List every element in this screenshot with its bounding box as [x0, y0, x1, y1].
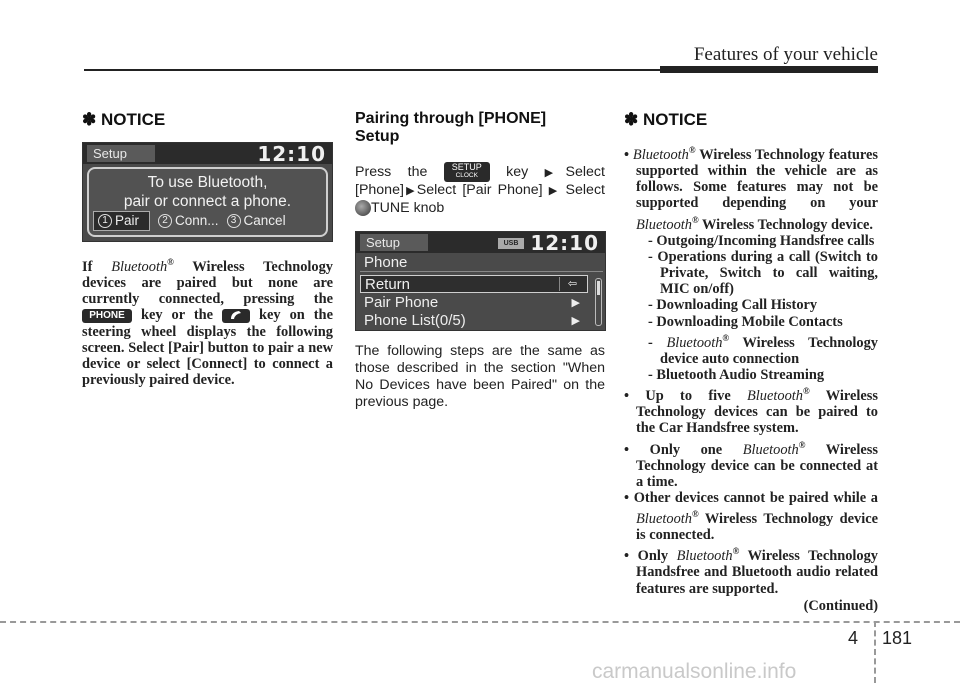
- column-middle: [355, 110, 605, 411]
- usb-icon: USB: [498, 238, 524, 249]
- header-rule-accent: [660, 66, 878, 73]
- page-number: 181: [882, 628, 913, 648]
- scrollbar-thumb[interactable]: [597, 281, 600, 295]
- registered-mark: ®: [732, 546, 740, 557]
- pair-button[interactable]: [93, 211, 150, 231]
- list-item: [648, 330, 878, 367]
- text: Wireless Technology device auto connection: [660, 334, 879, 367]
- registered-mark: ®: [798, 439, 806, 450]
- popup-buttons: [93, 211, 322, 231]
- instructions: [355, 162, 605, 217]
- pair-button-label: Pair: [115, 213, 140, 228]
- text-key: key: [506, 163, 529, 180]
- popup-message-line1: To use Bluetooth,: [147, 174, 268, 191]
- triangle-icon: ▶: [548, 185, 560, 197]
- text-select-knob: Select: [565, 182, 605, 198]
- return-arrow-icon: ⇦: [559, 277, 585, 291]
- section-heading-line1: Pairing through [PHONE]: [355, 110, 547, 127]
- scrollbar[interactable]: [595, 278, 602, 326]
- popup-message-line2: pair or connect a phone.: [123, 193, 292, 210]
- text-select-phone: Select [Phone]: [355, 163, 605, 198]
- text: Wireless Technology Handsfree and Bluetooth audio related features are supported.: [636, 548, 878, 597]
- cancel-button-label: Cancel: [243, 213, 286, 228]
- column-right: [624, 110, 878, 614]
- text-press: Press the: [355, 163, 428, 180]
- menu-item-label: Phone List(0/5): [364, 312, 466, 329]
- list-item: - Bluetooth Audio Streaming: [648, 367, 825, 384]
- running-header: Features of your vehicle: [693, 44, 878, 65]
- number-1-icon: 1: [98, 214, 112, 228]
- phone-key-icon: PHONE: [82, 309, 132, 323]
- text: Only one: [649, 441, 743, 458]
- text: Wireless Technology devices can be paired to the Car Handsfree system.: [636, 388, 878, 437]
- chevron-right-icon: ▶: [571, 315, 580, 327]
- list-item: • Bluetooth® Wireless Technology features supported within the vehicle are as follows. Some features may not be supported depending on your Bluetooth® Wireless Technology device. - Outgoing/Incoming Handsfree calls - Operations during a call (Switch to Private, Switch to call waiting, MIC on/off) - Downloading Call History - Downloading Mobile Contacts - Bluetooth® Wireless Technology device auto connection - Bluetooth Audio Streaming: [624, 145, 879, 384]
- watermark: carmanualsonline.info: [592, 660, 797, 683]
- text: -: [648, 334, 667, 351]
- registered-mark: ®: [722, 332, 730, 343]
- setup-key-bottom: CLOCK: [455, 172, 478, 179]
- notice-heading: ✽ NOTICE: [624, 110, 708, 129]
- notice-heading: ✽ NOTICE: [82, 110, 166, 129]
- number-2-icon: 2: [158, 214, 172, 228]
- bluetooth-term: Bluetooth: [676, 548, 733, 565]
- text-a: Wireless Technology devices are paired but none are currently connected, pressing the: [82, 258, 333, 308]
- menu-item-pair-phone[interactable]: [360, 294, 588, 312]
- list-item: - Downloading Mobile Contacts: [648, 313, 843, 330]
- call-key-icon: [222, 309, 250, 323]
- list-item: • Up to five Bluetooth® Wireless Technology devices can be paired to the Car Handsfree system.: [624, 386, 878, 437]
- text: Only: [637, 548, 677, 565]
- bluetooth-term: Bluetooth: [111, 258, 168, 275]
- connect-button[interactable]: [154, 211, 219, 231]
- list-item: - Downloading Call History: [648, 297, 818, 314]
- popup-box: [87, 167, 328, 237]
- screen-clock: 12:10: [257, 142, 326, 166]
- bluetooth-term: Bluetooth: [636, 511, 692, 528]
- menu-item-label: Pair Phone: [364, 294, 439, 311]
- list-item: • Only one Bluetooth® Wireless Technology device can be connected at a time.: [624, 439, 878, 490]
- registered-mark: ®: [691, 214, 699, 225]
- footer-divider: [874, 621, 876, 683]
- text-tune-knob: TUNE knob: [371, 200, 445, 216]
- connect-button-label: Conn...: [175, 213, 219, 228]
- footer-rule: [0, 621, 960, 623]
- menu-item-phone-list[interactable]: [360, 312, 588, 330]
- menu-title: Phone: [360, 254, 603, 272]
- bluetooth-term: Bluetooth: [742, 441, 799, 458]
- section-heading-line2: Setup: [355, 128, 400, 145]
- text-select-pair: Select [Pair Phone]: [416, 182, 543, 198]
- bluetooth-term: Bluetooth: [632, 146, 689, 163]
- notice-list: [624, 142, 878, 597]
- bluetooth-term: Bluetooth: [666, 334, 723, 351]
- setup-clock-key-icon: [444, 162, 490, 182]
- steps-paragraph: The following steps are the same as those described in the section "When No Devices have been Paired" on the previous page.: [355, 343, 605, 410]
- continued-label: (Continued): [803, 597, 878, 614]
- list-item: • Other devices cannot be paired while a Bluetooth® Wireless Technology device is connected.: [624, 490, 878, 544]
- bluetooth-term: Bluetooth: [636, 216, 692, 233]
- registered-mark: ®: [167, 257, 174, 267]
- column-left: [82, 110, 333, 388]
- text: Up to five: [645, 388, 748, 405]
- setup-key-top: SETUP: [451, 162, 482, 172]
- section-heading: [355, 110, 605, 146]
- text: Wireless Technology device is connected.: [636, 511, 878, 544]
- screen-tag: Setup: [360, 234, 428, 251]
- tune-knob-icon: [355, 200, 371, 216]
- cancel-button[interactable]: [223, 211, 286, 231]
- notice-paragraph: [82, 254, 333, 388]
- bluetooth-popup-screen: [82, 142, 333, 242]
- chevron-right-icon: ▶: [571, 297, 580, 309]
- bluetooth-term: Bluetooth: [747, 388, 803, 405]
- text-if: If: [82, 258, 93, 275]
- feature-sublist: [648, 233, 878, 384]
- screen-tag: Setup: [87, 145, 155, 162]
- list-item: - Operations during a call (Switch to Private, Switch to call waiting, MIC on/off): [648, 248, 878, 298]
- menu-item-return[interactable]: [360, 275, 588, 293]
- chapter-number: 4: [848, 628, 859, 648]
- popup-message: [89, 173, 326, 211]
- registered-mark: ®: [688, 145, 696, 155]
- list-item: • Only Bluetooth® Wireless Technology Handsfree and Bluetooth audio related features are supported.: [624, 546, 878, 597]
- text: Wireless Technology features supported within the vehicle are as follows. Some features may not be supported depending on your: [636, 146, 879, 212]
- registered-mark: ®: [691, 509, 699, 520]
- text: Other devices cannot be paired while a: [633, 490, 878, 507]
- list-item: - Outgoing/Incoming Handsfree calls: [648, 232, 875, 249]
- triangle-icon: ▶: [403, 185, 417, 197]
- registered-mark: ®: [802, 386, 810, 397]
- text-b: key or the: [140, 307, 214, 324]
- triangle-icon: ▶: [544, 166, 566, 179]
- number-3-icon: 3: [227, 214, 241, 228]
- text-c: key on the steering wheel displays the following screen. Select [Pair] button to pair a new device or select [Connect] to connect a previously paired device.: [82, 307, 333, 389]
- menu-item-label: Return: [365, 276, 411, 293]
- text: Wireless Technology device can be connected at a time.: [636, 441, 878, 490]
- phone-setup-screen: [355, 231, 606, 331]
- screen-clock: 12:10: [530, 231, 599, 255]
- text: Wireless Technology device.: [698, 216, 873, 233]
